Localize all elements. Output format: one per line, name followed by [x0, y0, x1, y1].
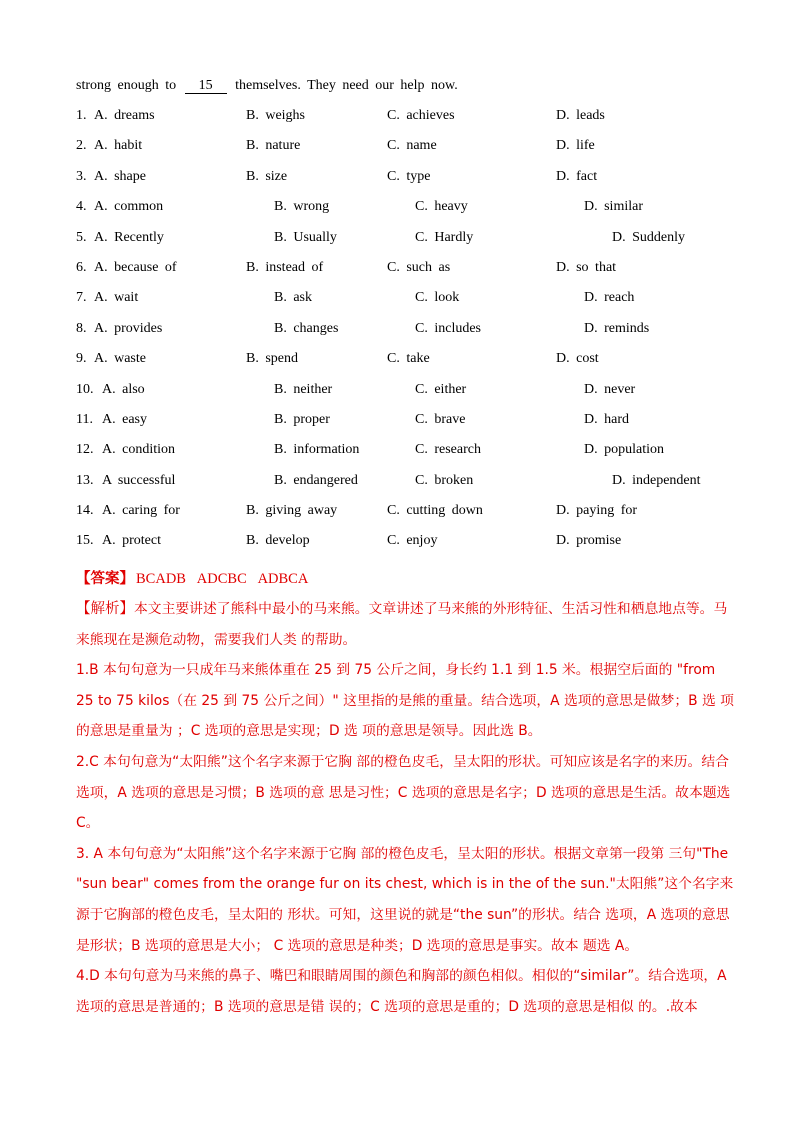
option-c: C. take — [387, 351, 430, 367]
option-d: D. reminds — [584, 320, 650, 336]
option-b: B. weighs — [246, 108, 305, 123]
option-d: D. similar — [584, 199, 643, 215]
options-list — [76, 108, 766, 564]
option-row — [76, 108, 766, 138]
passage-text-before: strong enough to — [76, 78, 177, 93]
option-b: B. ask — [274, 290, 312, 306]
option-d: D. hard — [584, 411, 629, 427]
option-c: C. either — [415, 381, 467, 397]
option-c: C. achieves — [387, 108, 455, 123]
option-c: C. research — [415, 442, 481, 458]
option-c: C. broken — [415, 472, 474, 488]
analysis-item: 2.C 本句句意为“太阳熊”这个名字来源于它胸 部的橙色皮毛，呈太阳的形状。可知应该是名字的来历。结合选项，A 选项的意思是习惯；B 选项的意 思是习性；C 选项的意思是名字；D 选项的意思是生活。故本题选 C。 — [76, 753, 731, 832]
question-number: 2. — [76, 138, 87, 154]
option-b: B. changes — [274, 320, 339, 336]
blank-15: 15 — [185, 79, 227, 94]
option-row — [76, 412, 766, 442]
question-number: 11. — [76, 411, 93, 427]
option-a: A. caring for — [102, 503, 180, 519]
question-number: 8. — [76, 320, 87, 336]
option-a: A. common — [94, 199, 164, 215]
option-b: B. instead of — [246, 259, 324, 275]
passage-last-line — [76, 78, 458, 94]
option-row — [76, 503, 766, 533]
option-row — [76, 473, 766, 503]
option-c: C. such as — [387, 259, 451, 275]
option-row — [76, 442, 766, 472]
option-a: A. condition — [102, 442, 175, 458]
option-row — [76, 260, 766, 290]
option-a: A. shape — [94, 168, 146, 184]
option-b: B. nature — [246, 138, 301, 154]
option-row — [76, 533, 766, 563]
option-c: C. name — [387, 138, 437, 154]
option-c: C. cutting down — [387, 503, 483, 519]
analysis-section — [76, 594, 736, 1022]
option-a: A. wait — [94, 290, 139, 306]
option-b: B. giving away — [246, 503, 338, 519]
question-number: 12. — [76, 442, 94, 458]
answer-line — [76, 567, 308, 588]
option-c: C. brave — [415, 411, 466, 427]
option-a: A. protect — [102, 533, 161, 549]
option-a: A. Recently — [94, 229, 164, 245]
question-number: 7. — [76, 290, 87, 306]
option-d: D. never — [584, 381, 636, 397]
option-d: D. cost — [556, 351, 599, 367]
analysis-tag: 【解析】 — [76, 601, 134, 617]
question-number: 6. — [76, 259, 87, 275]
option-b: B. wrong — [274, 199, 330, 215]
option-c: C. type — [387, 168, 431, 184]
question-number: 13. — [76, 472, 94, 488]
option-d: D. leads — [556, 108, 605, 123]
option-row — [76, 351, 766, 381]
analysis-item: 4.D 本句句意为马来熊的鼻子、嘴巴和眼睛周围的颜色和胸部的颜色相似。相似的“similar”。结合选项，A 选项的意思是普通的；B 选项的意思是错 误的；C 选项的意思是重的；D 选项的意思是相似 的。.故本 — [76, 968, 727, 1015]
option-d: D. Suddenly — [612, 229, 685, 245]
answer-value: BCADB ADCBC ADBCA — [136, 571, 309, 587]
analysis-intro — [76, 594, 736, 655]
option-c: C. includes — [415, 320, 481, 336]
option-row — [76, 382, 766, 412]
option-b: B. information — [274, 442, 360, 458]
analysis-item: 3. A 本句句意为“太阳熊”这个名字来源于它胸 部的橙色皮毛，呈太阳的形状。根据文章第一段第 三句"The "sun bear" comes from the orange fur on its chest, which is in the of the sun."太阳熊”这个名字来源于它胸部的橙色皮毛，呈太阳的 形状。可知，这里说的就是“the sun”的形状。结合 选项，A 选项的意思是形状；B 选项的意思是大小； C 选项的意思是种类；D 选项的意思是事实。故本 题选 A。 — [76, 845, 734, 954]
option-b: B. proper — [274, 411, 330, 427]
question-number: 5. — [76, 229, 87, 245]
option-d: D. life — [556, 138, 595, 154]
question-number: 9. — [76, 351, 87, 367]
option-d: D. fact — [556, 168, 598, 184]
option-a: A. waste — [94, 351, 146, 367]
option-d: D. independent — [612, 472, 701, 488]
option-a: A successful — [102, 472, 176, 488]
option-b: B. neither — [274, 381, 333, 397]
option-row — [76, 138, 766, 168]
option-a: A. dreams — [94, 108, 155, 123]
option-b: B. develop — [246, 533, 310, 549]
answer-tag: 【答案】 — [76, 571, 134, 587]
analysis-intro-text: 本文主要讲述了熊科中最小的马来熊。文章讲述了马来熊的外形特征、生活习性和栖息地点等。马来熊现在是濒危动物，需要我们人类 的帮助。 — [76, 601, 728, 648]
option-d: D. population — [584, 442, 664, 458]
option-d: D. paying for — [556, 503, 638, 519]
option-a: A. easy — [102, 411, 147, 427]
option-row — [76, 321, 766, 351]
option-b: B. size — [246, 168, 288, 184]
analysis-item: 1.B 本句句意为一只成年马来熊体重在 25 到 75 公斤之间，身长约 1.1 到 1.5 米。根据空后面的 "from 25 to 75 kilos（在 25 到 75 公斤之间）" 这里指的是熊的重量。结合选项，A 选项的意思是做梦；B 选 项的意思是重量为 ；C 选项的意思是实现；D 选 项的意思是领导。因此选 B。 — [76, 662, 734, 740]
option-c: C. Hardly — [415, 229, 474, 245]
option-c: C. look — [415, 290, 460, 306]
question-number: 15. — [76, 533, 94, 549]
option-a: A. because of — [94, 259, 177, 275]
option-row — [76, 169, 766, 199]
option-b: B. Usually — [274, 229, 337, 245]
question-number: 14. — [76, 503, 94, 519]
option-row — [76, 199, 766, 229]
option-d: D. promise — [556, 533, 622, 549]
option-b: B. endangered — [274, 472, 358, 488]
option-a: A. provides — [94, 320, 163, 336]
question-number: 10. — [76, 381, 94, 397]
question-number: 3. — [76, 168, 87, 184]
option-d: D. reach — [584, 290, 635, 306]
option-d: D. so that — [556, 259, 617, 275]
option-c: C. enjoy — [387, 533, 438, 549]
option-c: C. heavy — [415, 199, 468, 215]
option-row — [76, 230, 766, 260]
question-number: 4. — [76, 199, 87, 215]
option-a: A. also — [102, 381, 145, 397]
question-number: 1. — [76, 108, 87, 123]
option-row — [76, 290, 766, 320]
option-a: A. habit — [94, 138, 143, 154]
option-b: B. spend — [246, 351, 298, 367]
passage-text-after: themselves. They need our help now. — [235, 78, 458, 93]
